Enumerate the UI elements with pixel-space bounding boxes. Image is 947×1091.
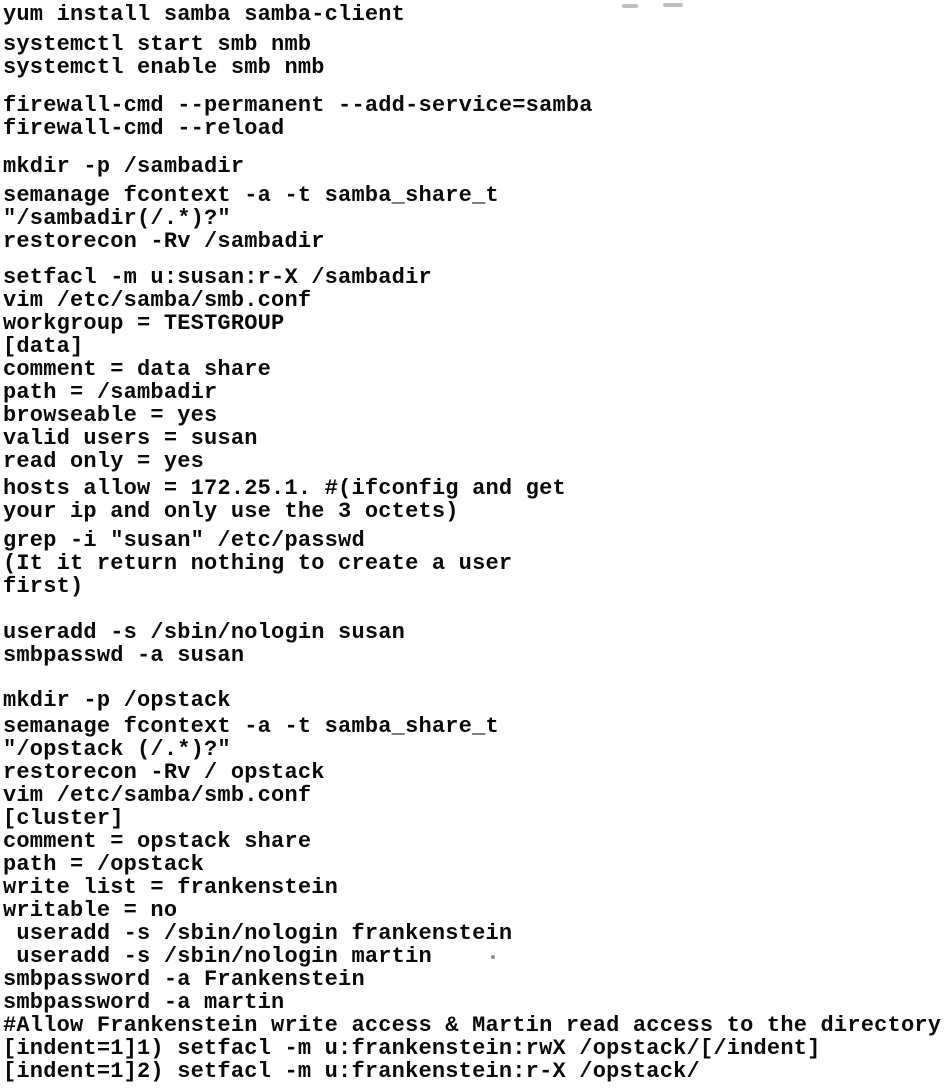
text-line: smbpassword -a Frankenstein	[3, 967, 365, 992]
text-line: mkdir -p /sambadir	[3, 154, 245, 179]
text-line: restorecon -Rv /sambadir	[3, 229, 325, 254]
text-line: useradd -s /sbin/nologin frankenstein	[3, 921, 513, 946]
command-block-install	[3, 3, 947, 26]
text-line: (It it return nothing to create a user	[3, 551, 513, 576]
scan-smudge-artifact	[622, 4, 638, 8]
text-line: [indent=1]2) setfacl -m u:frankenstein:r-X /opstack/	[3, 1059, 700, 1084]
command-block-mkdir-sambadir	[3, 155, 947, 178]
text-line: smbpasswd -a susan	[3, 643, 245, 668]
command-block-selinux-sambadir	[3, 184, 947, 253]
text-line: [indent=1]1) setfacl -m u:frankenstein:rwX /opstack/[/indent]	[3, 1036, 821, 1061]
command-block-firewall	[3, 94, 947, 140]
text-line: vim /etc/samba/smb.conf	[3, 288, 312, 313]
text-line: #Allow Frankenstein write access & Martin read access to the directory	[3, 1013, 942, 1038]
command-block-smbconf-data	[3, 266, 947, 473]
text-line: useradd -s /sbin/nologin martin	[3, 944, 432, 969]
text-line: workgroup = TESTGROUP	[3, 311, 285, 336]
scan-smudge-artifact	[663, 3, 683, 7]
text-line: mkdir -p /opstack	[3, 688, 231, 713]
text-line: systemctl enable smb nmb	[3, 55, 325, 80]
text-line: smbpassword -a martin	[3, 990, 285, 1015]
text-line: your ip and only use the 3 octets)	[3, 499, 459, 524]
command-block-smbconf-cluster	[3, 715, 947, 922]
command-block-acl-users	[3, 922, 947, 1083]
text-line: useradd -s /sbin/nologin susan	[3, 620, 406, 645]
text-line: hosts allow = 172.25.1. #(ifconfig and get	[3, 476, 566, 501]
text-line: semanage fcontext -a -t samba_share_t	[3, 183, 499, 208]
text-line: yum install samba samba-client	[3, 2, 406, 27]
command-block-services	[3, 33, 947, 79]
text-line: firewall-cmd --reload	[3, 116, 285, 141]
text-line: [cluster]	[3, 806, 124, 831]
text-line: setfacl -m u:susan:r-X /sambadir	[3, 265, 432, 290]
text-line: "/opstack (/.*)?"	[3, 737, 231, 762]
text-line: writable = no	[3, 898, 178, 923]
command-block-useradd-susan	[3, 621, 947, 667]
text-line: comment = opstack share	[3, 829, 312, 854]
command-block-hosts-allow	[3, 477, 947, 523]
text-line: valid users = susan	[3, 426, 258, 451]
command-block-grep-user	[3, 529, 947, 598]
text-line: restorecon -Rv / opstack	[3, 760, 325, 785]
text-line: systemctl start smb nmb	[3, 32, 312, 57]
text-line: semanage fcontext -a -t samba_share_t	[3, 714, 499, 739]
text-line: comment = data share	[3, 357, 272, 382]
text-line: write list = frankenstein	[3, 875, 339, 900]
command-block-mkdir-opstack	[3, 689, 947, 712]
text-line: first)	[3, 574, 84, 599]
text-line: grep -i "susan" /etc/passwd	[3, 528, 365, 553]
text-line: "/sambadir(/.*)?"	[3, 206, 231, 231]
text-line: firewall-cmd --permanent --add-service=samba	[3, 93, 593, 118]
text-line: vim /etc/samba/smb.conf	[3, 783, 312, 808]
text-line: path = /sambadir	[3, 380, 218, 405]
text-line: browseable = yes	[3, 403, 218, 428]
scan-dot-artifact	[491, 955, 495, 959]
text-line: [data]	[3, 334, 84, 359]
text-line: read only = yes	[3, 449, 205, 474]
text-line: path = /opstack	[3, 852, 205, 877]
